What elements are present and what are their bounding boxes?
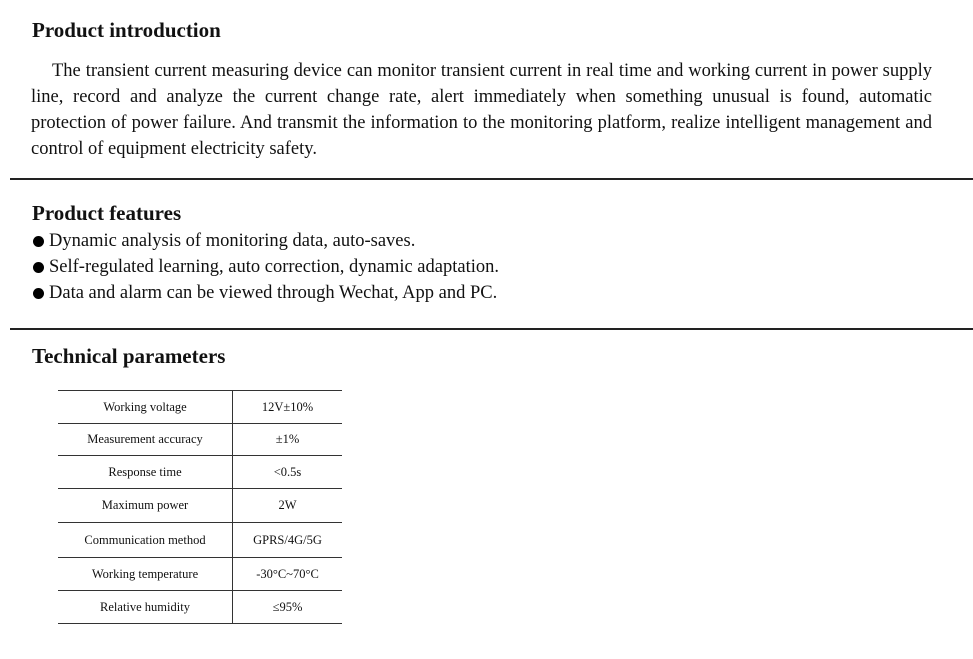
features-list: [32, 228, 499, 306]
table-row: [58, 489, 342, 523]
bullet-dot-icon: [33, 288, 44, 299]
parameters-table: [58, 390, 342, 624]
feature-item: [32, 254, 499, 280]
param-value: <0.5s: [233, 456, 343, 489]
table-row: [58, 523, 342, 558]
param-value: -30°C~70°C: [233, 558, 343, 591]
feature-text: Dynamic analysis of monitoring data, auto-saves.: [49, 231, 416, 251]
table-row: [58, 391, 342, 424]
param-label: Working temperature: [58, 558, 233, 591]
section-divider: [10, 328, 973, 330]
param-label: Response time: [58, 456, 233, 489]
feature-text: Self-regulated learning, auto correction, dynamic adaptation.: [49, 257, 499, 277]
param-label: Communication method: [58, 523, 233, 558]
param-value: 12V±10%: [233, 391, 343, 424]
param-value: 2W: [233, 489, 343, 523]
feature-item: [32, 228, 499, 254]
table-row: [58, 424, 342, 456]
bullet-dot-icon: [33, 262, 44, 273]
table-row: [58, 591, 342, 624]
intro-text: The transient current measuring device can monitor transient current in real time and working current in power supply line, record and analyze the current change rate, alert immediately when something unusual is found, automatic protection of power failure. And transmit the information to the monitoring platform, realize intelligent management and control of equipment electricity safety.: [31, 61, 932, 159]
feature-text: Data and alarm can be viewed through Wechat, App and PC.: [49, 283, 498, 303]
param-label: Working voltage: [58, 391, 233, 424]
bullet-dot-icon: [33, 236, 44, 247]
section-divider: [10, 178, 973, 180]
table-row: [58, 456, 342, 489]
feature-item: [32, 280, 499, 306]
features-title: Product features: [32, 201, 182, 225]
intro-title: Product introduction: [32, 18, 221, 42]
param-label: Maximum power: [58, 489, 233, 523]
param-value: ±1%: [233, 424, 343, 456]
parameters-title: Technical parameters: [32, 344, 226, 368]
param-value: ≤95%: [233, 591, 343, 624]
param-value: GPRS/4G/5G: [233, 523, 343, 558]
table-row: [58, 558, 342, 591]
param-label: Measurement accuracy: [58, 424, 233, 456]
param-label: Relative humidity: [58, 591, 233, 624]
